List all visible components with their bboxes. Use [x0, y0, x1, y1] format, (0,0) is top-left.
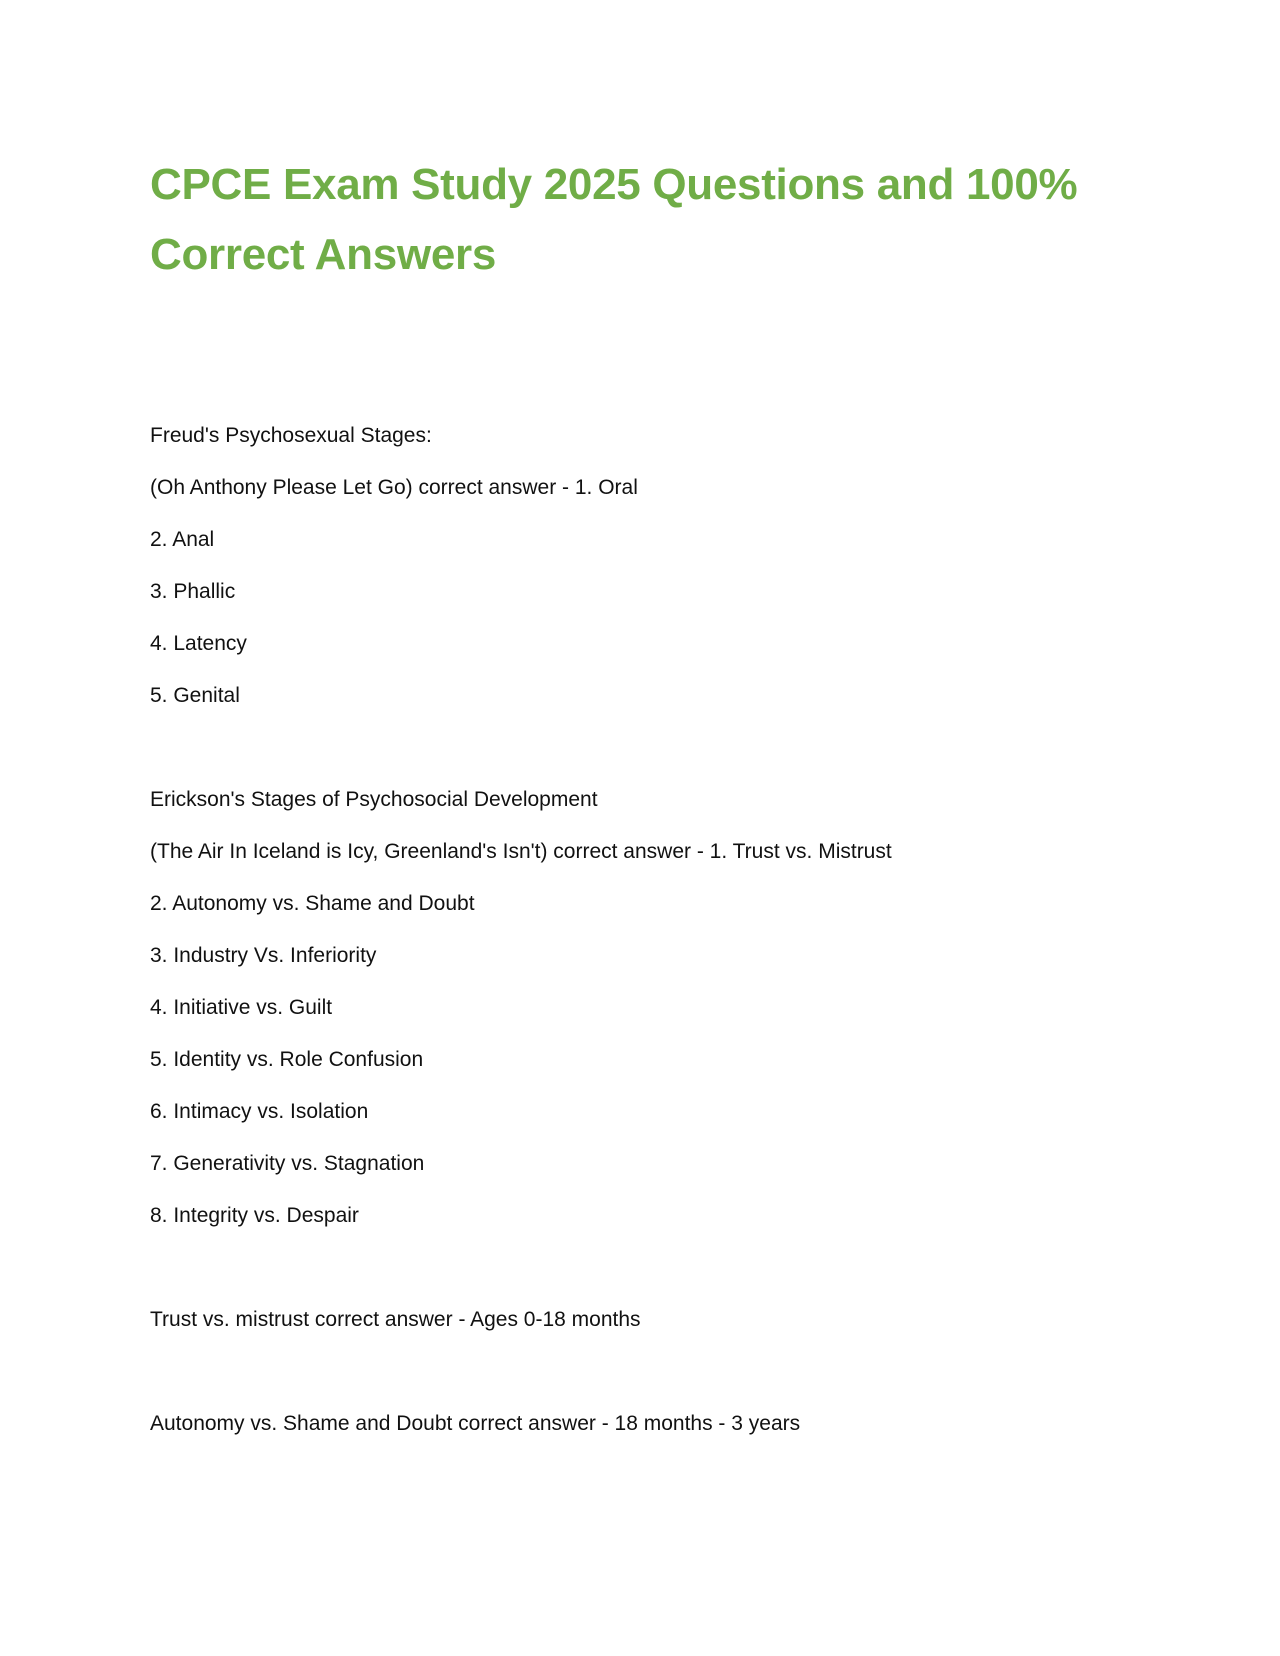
section-trust-mistrust [150, 1294, 1130, 1346]
question-answer-line: Autonomy vs. Shame and Doubt correct answer - 18 months - 3 years [150, 1412, 801, 1435]
document-body [150, 410, 1130, 1450]
paragraph-spacer [150, 1242, 1130, 1294]
list-item: 7. Generativity vs. Stagnation [150, 1152, 425, 1175]
paragraph-spacer [150, 1346, 1130, 1398]
list-item: 5. Genital [150, 684, 240, 707]
document-title-line-1: CPCE Exam Study 2025 Questions and 100% [150, 160, 1078, 209]
question-answer-line: Trust vs. mistrust correct answer - Ages 0-18 months [150, 1308, 641, 1331]
section-erickson-stages [150, 774, 1130, 1242]
section-heading: Erickson's Stages of Psychosocial Development [150, 788, 598, 811]
question-answer-line: (Oh Anthony Please Let Go) correct answer - 1. Oral [150, 476, 638, 499]
section-autonomy-shame [150, 1398, 1130, 1450]
list-item: 8. Integrity vs. Despair [150, 1204, 359, 1227]
list-item: 2. Autonomy vs. Shame and Doubt [150, 892, 475, 915]
document-page [150, 150, 1130, 1435]
list-item: 5. Identity vs. Role Confusion [150, 1048, 424, 1071]
paragraph-spacer [150, 722, 1130, 774]
section-heading: Freud's Psychosexual Stages: [150, 424, 432, 447]
list-item: 6. Intimacy vs. Isolation [150, 1100, 369, 1123]
list-item: 4. Latency [150, 632, 247, 655]
section-freud-stages [150, 410, 1130, 722]
document-title-line-2: Correct Answers [150, 230, 496, 279]
document-title [150, 150, 1130, 290]
list-item: 3. Industry Vs. Inferiority [150, 944, 377, 967]
list-item: 2. Anal [150, 528, 215, 551]
list-item: 4. Initiative vs. Guilt [150, 996, 333, 1019]
question-answer-line: (The Air In Iceland is Icy, Greenland's Isn't) correct answer - 1. Trust vs. Mistrust [150, 840, 892, 863]
list-item: 3. Phallic [150, 580, 236, 603]
